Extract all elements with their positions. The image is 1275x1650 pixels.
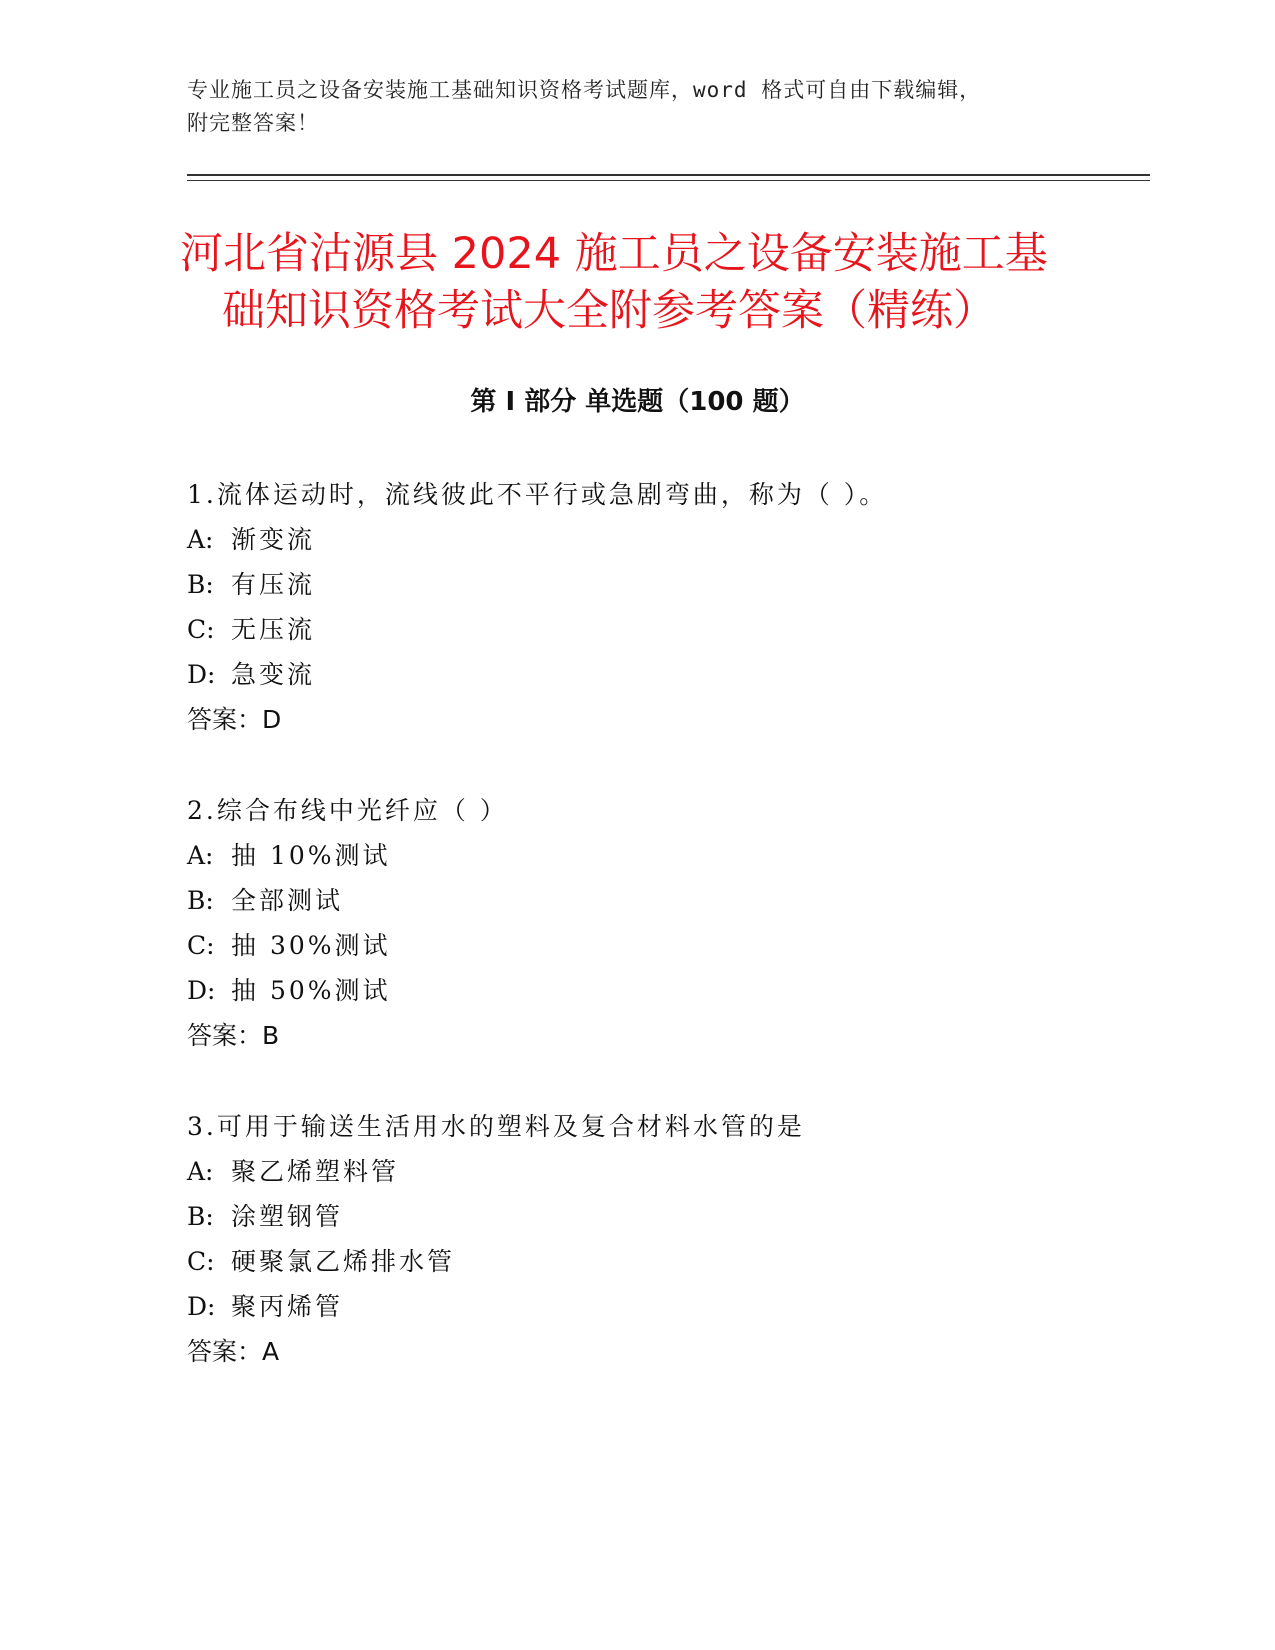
option-text: 聚丙烯管 bbox=[231, 1292, 344, 1321]
header-divider-thick bbox=[187, 174, 1150, 176]
option-text: 抽 10%测试 bbox=[231, 841, 391, 870]
option-b bbox=[187, 562, 1137, 607]
option-letter: B: bbox=[187, 886, 214, 915]
option-letter: D: bbox=[187, 976, 216, 1005]
option-d bbox=[187, 1284, 1137, 1329]
option-text: 抽 30%测试 bbox=[231, 931, 391, 960]
option-d bbox=[187, 968, 1137, 1013]
option-text: 渐变流 bbox=[231, 525, 316, 554]
header-note bbox=[187, 74, 1067, 140]
option-letter: D: bbox=[187, 660, 216, 689]
document-title bbox=[180, 226, 1100, 340]
option-letter: A: bbox=[187, 841, 214, 870]
option-text: 聚乙烯塑料管 bbox=[231, 1157, 400, 1186]
option-c bbox=[187, 1239, 1137, 1284]
option-text: 无压流 bbox=[231, 615, 316, 644]
answer: 答案：D bbox=[187, 705, 282, 734]
option-c bbox=[187, 923, 1137, 968]
option-letter: D: bbox=[187, 1292, 216, 1321]
question-stem: 3.可用于输送生活用水的塑料及复合材料水管的是 bbox=[187, 1112, 805, 1141]
header-note-line-2: 附完整答案！ bbox=[187, 111, 319, 135]
option-letter: A: bbox=[187, 1157, 214, 1186]
answer: 答案：A bbox=[187, 1337, 280, 1366]
option-text: 涂塑钢管 bbox=[231, 1202, 344, 1231]
option-c bbox=[187, 607, 1137, 652]
option-letter: C: bbox=[187, 1247, 215, 1276]
option-letter: C: bbox=[187, 931, 215, 960]
option-a bbox=[187, 517, 1137, 562]
option-text: 急变流 bbox=[231, 660, 316, 689]
answer: 答案：B bbox=[187, 1021, 280, 1050]
header-note-line-1: 专业施工员之设备安装施工基础知识资格考试题库，word 格式可自由下载编辑， bbox=[187, 78, 982, 102]
document-title-line-2: 础知识资格考试大全附参考答案（精练） bbox=[222, 286, 996, 336]
question-2 bbox=[187, 788, 1137, 1058]
question-stem: 1.流体运动时，流线彼此不平行或急剧弯曲，称为（ ）。 bbox=[187, 480, 888, 509]
question-stem: 2.综合布线中光纤应（ ） bbox=[187, 796, 508, 825]
option-b bbox=[187, 878, 1137, 923]
option-d bbox=[187, 652, 1137, 697]
option-letter: A: bbox=[187, 525, 214, 554]
option-letter: C: bbox=[187, 615, 215, 644]
question-3 bbox=[187, 1104, 1137, 1374]
option-text: 抽 50%测试 bbox=[231, 976, 391, 1005]
header-divider-thin bbox=[187, 180, 1150, 181]
question-1 bbox=[187, 472, 1137, 742]
document-title-line-1: 河北省沽源县 2024 施工员之设备安装施工基 bbox=[180, 229, 1048, 279]
option-text: 有压流 bbox=[231, 570, 316, 599]
section-title: 第 I 部分 单选题（100 题） bbox=[470, 387, 805, 417]
option-b bbox=[187, 1194, 1137, 1239]
option-letter: B: bbox=[187, 1202, 214, 1231]
option-text: 硬聚氯乙烯排水管 bbox=[231, 1247, 456, 1276]
option-a bbox=[187, 833, 1137, 878]
option-a bbox=[187, 1149, 1137, 1194]
option-text: 全部测试 bbox=[231, 886, 344, 915]
option-letter: B: bbox=[187, 570, 214, 599]
